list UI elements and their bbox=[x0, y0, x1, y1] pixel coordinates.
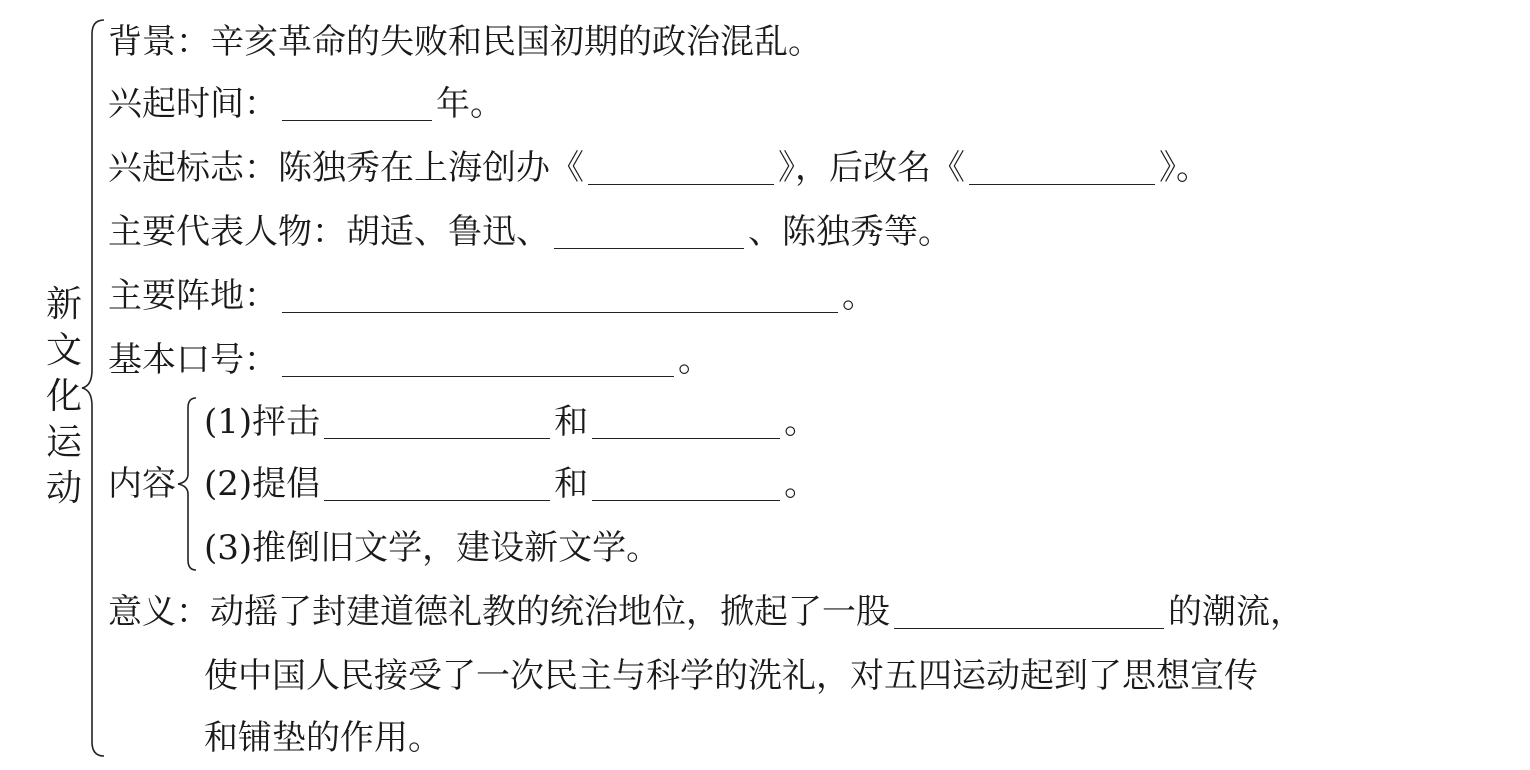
significance-row bbox=[108, 592, 1304, 632]
significance-line-3: 和铺垫的作用。 bbox=[204, 718, 442, 758]
topic-char: 新 bbox=[45, 284, 82, 325]
rise-time-row bbox=[108, 84, 504, 124]
figures-label: 主要代表人物： bbox=[108, 212, 346, 252]
figures-text-b: 、陈独秀等。 bbox=[748, 212, 952, 252]
criticize-blank-2[interactable] bbox=[592, 406, 780, 439]
topic-title bbox=[44, 282, 84, 512]
significance-line1-a: 动摇了封建道德礼教的统治地位，掀起了一股 bbox=[210, 592, 890, 632]
background-label: 背景： bbox=[108, 22, 210, 62]
magazine-name-blank[interactable] bbox=[588, 152, 774, 185]
base-row bbox=[108, 276, 876, 316]
base-suffix: 。 bbox=[842, 276, 876, 316]
figures-text-a: 胡适、鲁迅、 bbox=[346, 212, 550, 252]
topic-char: 运 bbox=[45, 422, 82, 463]
content-item-2-prefix: (2)提倡 bbox=[204, 464, 321, 504]
content-item-1 bbox=[204, 402, 818, 442]
content-label: 内容 bbox=[108, 464, 176, 504]
significance-line-2: 使中国人民接受了一次民主与科学的洗礼，对五四运动起到了思想宣传 bbox=[204, 656, 1258, 696]
content-item-2-suffix: 。 bbox=[784, 464, 819, 504]
slogan-row bbox=[108, 340, 712, 380]
figures-row bbox=[108, 212, 952, 252]
significance-line1-b: 的潮流， bbox=[1168, 592, 1304, 632]
content-item-1-suffix: 。 bbox=[784, 402, 819, 442]
rise-sign-row bbox=[108, 148, 1210, 188]
background-row bbox=[108, 22, 822, 62]
content-item-2-middle: 和 bbox=[554, 464, 589, 504]
topic-char: 化 bbox=[45, 376, 82, 417]
topic-char: 文 bbox=[45, 330, 82, 371]
figure-name-blank[interactable] bbox=[554, 216, 744, 249]
base-label: 主要阵地： bbox=[108, 276, 278, 316]
advocate-blank-1[interactable] bbox=[324, 468, 550, 501]
content-item-1-prefix: (1)抨击 bbox=[204, 402, 321, 442]
rise-sign-text-a: 陈独秀在上海创办《 bbox=[278, 148, 584, 188]
slogan-label: 基本口号： bbox=[108, 340, 278, 380]
topic-char: 动 bbox=[45, 468, 82, 509]
rise-time-label: 兴起时间： bbox=[108, 84, 278, 124]
background-text: 辛亥革命的失败和民国初期的政治混乱。 bbox=[210, 22, 822, 62]
main-brace bbox=[80, 18, 110, 758]
rise-sign-text-b: 》，后改名《 bbox=[778, 148, 965, 188]
slogan-blank[interactable] bbox=[282, 344, 674, 377]
rise-time-suffix: 年。 bbox=[436, 84, 504, 124]
rise-sign-label: 兴起标志： bbox=[108, 148, 278, 188]
renamed-magazine-blank[interactable] bbox=[969, 152, 1155, 185]
trend-blank[interactable] bbox=[894, 596, 1164, 629]
significance-label: 意义： bbox=[108, 592, 210, 632]
content-brace bbox=[174, 396, 202, 572]
rise-sign-text-c: 》。 bbox=[1159, 148, 1210, 188]
advocate-blank-2[interactable] bbox=[592, 468, 780, 501]
rise-time-blank[interactable] bbox=[282, 88, 432, 121]
content-item-3 bbox=[204, 528, 660, 568]
content-item-1-middle: 和 bbox=[554, 402, 589, 442]
criticize-blank-1[interactable] bbox=[324, 406, 550, 439]
base-blank[interactable] bbox=[282, 280, 838, 313]
slogan-suffix: 。 bbox=[678, 340, 712, 380]
content-item-3-text: (3)推倒旧文学，建设新文学。 bbox=[204, 528, 661, 568]
content-item-2 bbox=[204, 464, 818, 504]
